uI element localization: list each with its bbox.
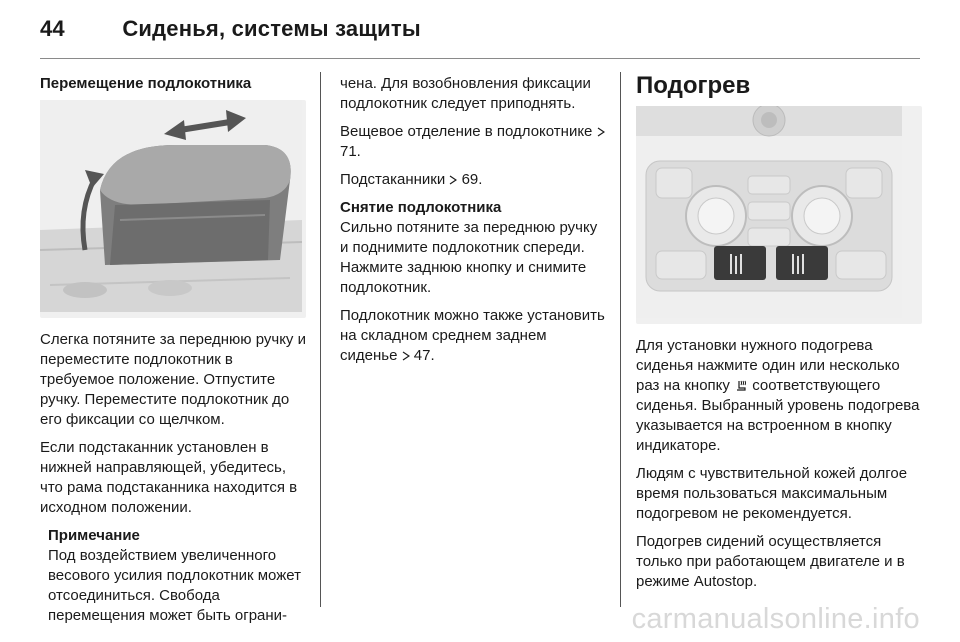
column-1 [40, 74, 306, 626]
armrest-removal-heading: Снятие подлокотника [340, 199, 502, 216]
page-header [40, 16, 421, 42]
note-block [48, 526, 306, 626]
cupholders-reference-text: Подстаканники [340, 171, 446, 188]
note-title: Примечание [48, 527, 140, 544]
armrest-move-text-2: Если подстаканник установлен в нижней направляющей, убедитесь, что рама подстаканника находится в исходном положении. [40, 439, 298, 516]
armrest-unlock-text: чена. Для возобновления фиксации подлокотник следует приподнять. [340, 75, 591, 112]
page-reference-icon [449, 175, 457, 185]
note-text: Под воздействием увеличенного весового усилия подлокотник может отсоединиться. Свобода перемещения может быть ограни- [48, 547, 301, 624]
armrest-illustration [40, 100, 306, 318]
seat-heating-icon [734, 378, 748, 392]
cupholders-reference-page[interactable]: 69. [461, 171, 483, 188]
column-divider [320, 72, 321, 607]
storage-reference-text: Вещевое отделение в подлокотнике [340, 123, 593, 140]
rear-seat-reference-page[interactable]: 47. [413, 347, 435, 364]
page-reference-icon [597, 127, 605, 137]
section-title: Сиденья, системы защиты [122, 16, 421, 41]
watermark: carmanualsonline.info [631, 603, 920, 635]
armrest-move-heading: Перемещение подлокотника [40, 75, 252, 92]
column-3 [636, 74, 922, 600]
sensitive-skin-warning: Людям с чувствительной кожей долгое время пользоваться максимальным подогревом не рекомендуется. [636, 465, 908, 522]
cupholders-reference [340, 170, 606, 190]
header-rule [40, 58, 920, 59]
page-number: 44 [40, 16, 65, 41]
rear-seat-reference [340, 306, 606, 366]
page-reference-icon [402, 351, 410, 361]
heating-heading: Подогрев [636, 72, 751, 99]
storage-reference [340, 122, 606, 162]
heating-instructions-text-a: Для установки нужного подогрева сиденья нажмите один или несколько раз на кнопку [636, 337, 900, 394]
rear-seat-reference-text: Подлокотник можно также установить на складном среднем заднем сиденье [340, 307, 605, 364]
storage-reference-page[interactable]: 71. [340, 143, 361, 160]
heating-panel-illustration [636, 106, 922, 324]
armrest-move-text-1: Слегка потяните за переднюю ручку и переместите подлокотник в требуемое положение. Отпустите ручку. Переместите подлокотник до его фиксации со щелчком. [40, 331, 306, 428]
column-2 [340, 74, 606, 374]
armrest-removal-text: Сильно потяните за переднюю ручку и поднимите подлокотник спереди. Нажмите заднюю кнопку и снимите подлокотник. [340, 219, 598, 296]
heating-instructions-text-b: соответствующего сиденья. Выбранный уровень подогрева указывается на встроенном в кнопку индикаторе. [636, 377, 920, 454]
heating-engine-condition: Подогрев сидений осуществляется только при работающем двигателе и в режиме Autostop. [636, 533, 905, 590]
heating-instructions [636, 336, 922, 456]
column-divider [620, 72, 621, 607]
